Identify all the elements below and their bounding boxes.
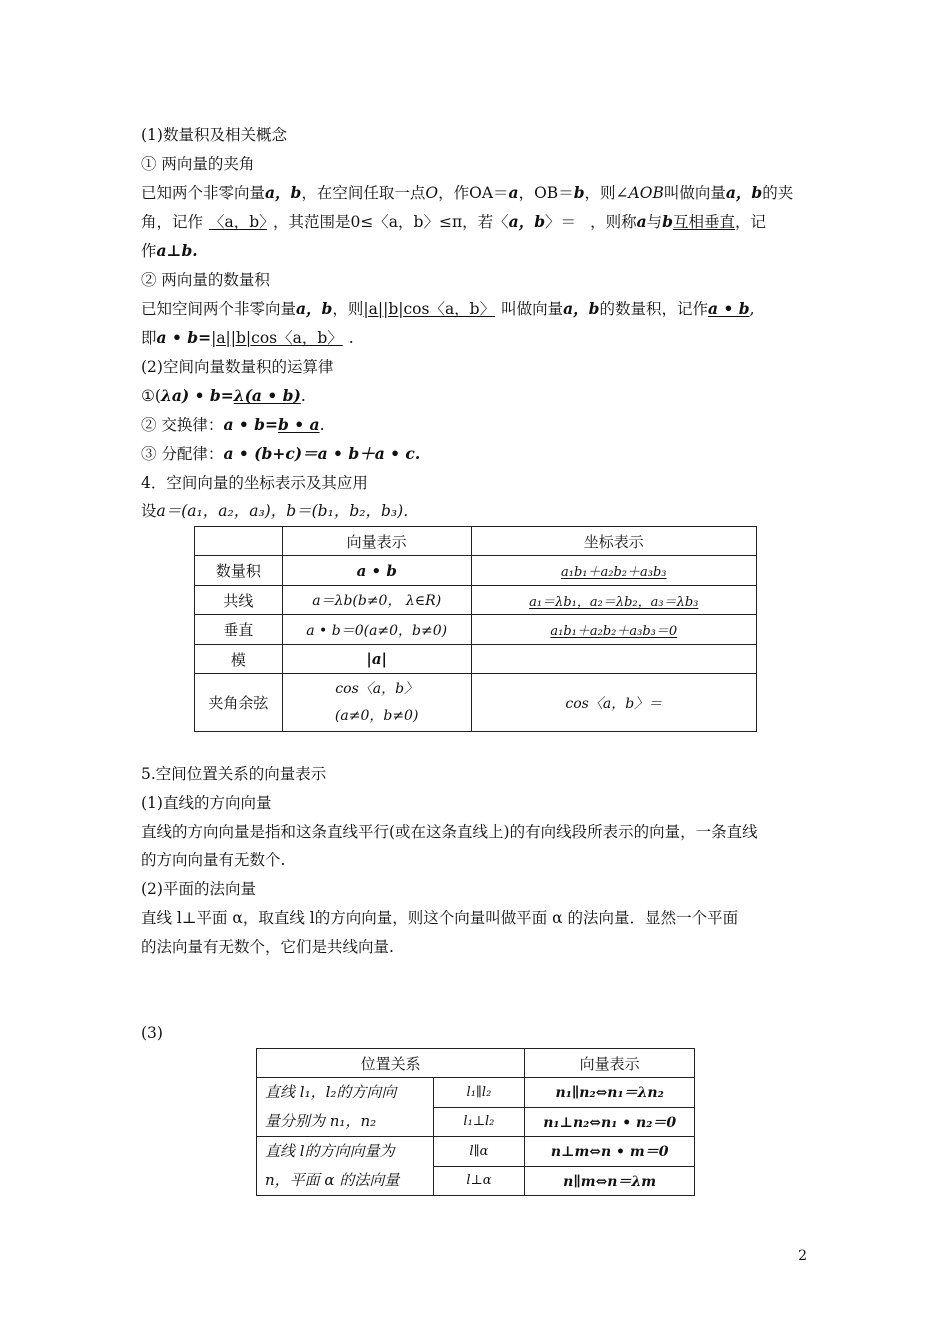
subheading-angle: ① 两向量的夹角	[141, 155, 255, 173]
paragraph-direction-line2: 的方向向量有无数个.	[141, 851, 286, 869]
subheading-normal: (2)平面的法向量	[141, 880, 256, 898]
paragraph-angle-line1: 已知两个非零向量a，b，在空间任取一点O，作OA＝a，OB＝b，则∠AOB叫做向量a，b的夹	[141, 183, 794, 202]
paragraph-angle-line3: 作a⊥b.	[141, 241, 198, 260]
paragraph-direction-line1: 直线的方向向量是指和这条直线平行(或在这条直线上)的有向线段所表示的向量，一条直线	[141, 823, 758, 841]
table-row: 夹角余弦 cos〈a，b〉 (a≠0，b≠0) cos〈a，b〉＝	[195, 674, 757, 732]
table-header-row: 位置关系 向量表示	[257, 1049, 695, 1078]
table-header-row: 向量表示 坐标表示	[195, 527, 757, 556]
table-row: 共线 a＝λb(b≠0， λ∈R) a₁＝λb₁，a₂＝λb₂，a₃＝λb₃	[195, 586, 757, 615]
coordinates-def: 设a＝(a₁，a₂，a₃)，b＝(b₁，b₂，b₃)．	[141, 502, 419, 520]
paragraph-dot-line1: 已知空间两个非零向量a，b，则|a||b|cos〈a，b〉 叫做向量a，b的数量积，记作a • b,	[141, 299, 755, 318]
law-scalar: ①(λa) • b=λ(a • b).	[141, 386, 306, 405]
table-row: 直线 l₁，l₂的方向向 量分别为 n₁，n₂ l₁∥l₂ n₁∥n₂⇔n₁＝λn₂	[257, 1078, 695, 1108]
law-distributive: ③ 分配律：a • (b+c)＝a • b＋a • c.	[141, 444, 421, 463]
table-row: 垂直 a • b＝0(a≠0，b≠0) a₁b₁＋a₂b₂＋a₃b₃＝0	[195, 615, 757, 645]
subheading-direction: (1)直线的方向向量	[141, 794, 272, 812]
law-commutative: ② 交换律：a • b=b • a.	[141, 415, 325, 434]
paragraph-angle-line2: 角，记作 〈a，b〉 ，其范围是0≤〈a，b〉≤π，若〈a，b〉＝ ，则称a与b互相垂直，记	[141, 212, 767, 231]
paragraph-normal-line1: 直线 l⊥平面 α，取直线 l的方向向量，则这个向量叫做平面 α 的法向量．显然一个平面	[141, 909, 739, 927]
table-row: 数量积 a • b a₁b₁＋a₂b₂＋a₃b₃	[195, 556, 757, 586]
paragraph-normal-line2: 的法向量有无数个，它们是共线向量.	[141, 938, 394, 956]
table-row: 模 |a|	[195, 645, 757, 674]
heading-dot-product: (1)数量积及相关概念	[141, 126, 287, 144]
heading-coordinates: 4．空间向量的坐标表示及其应用	[141, 474, 368, 492]
heading-position: 5.空间位置关系的向量表示	[141, 765, 327, 783]
heading-laws: (2)空间向量数量积的运算律	[141, 358, 334, 376]
table-row: 直线 l的方向向量为 n，平面 α 的法向量 l∥α n⊥m⇔n • m＝0	[257, 1137, 695, 1167]
page-number: 2	[798, 1248, 807, 1264]
table-row: l₁⊥l₂ n₁⊥n₂⇔n₁ • n₂＝0	[257, 1107, 695, 1137]
coordinate-table	[194, 526, 757, 732]
item-label-3: (3)	[141, 1024, 163, 1042]
position-table	[256, 1048, 695, 1196]
table-row: l⊥α n∥m⇔n＝λm	[257, 1166, 695, 1196]
paragraph-dot-line2: 即a • b=|a||b|cos〈a，b〉 .	[141, 328, 354, 347]
subheading-dot-product: ② 两向量的数量积	[141, 271, 270, 289]
